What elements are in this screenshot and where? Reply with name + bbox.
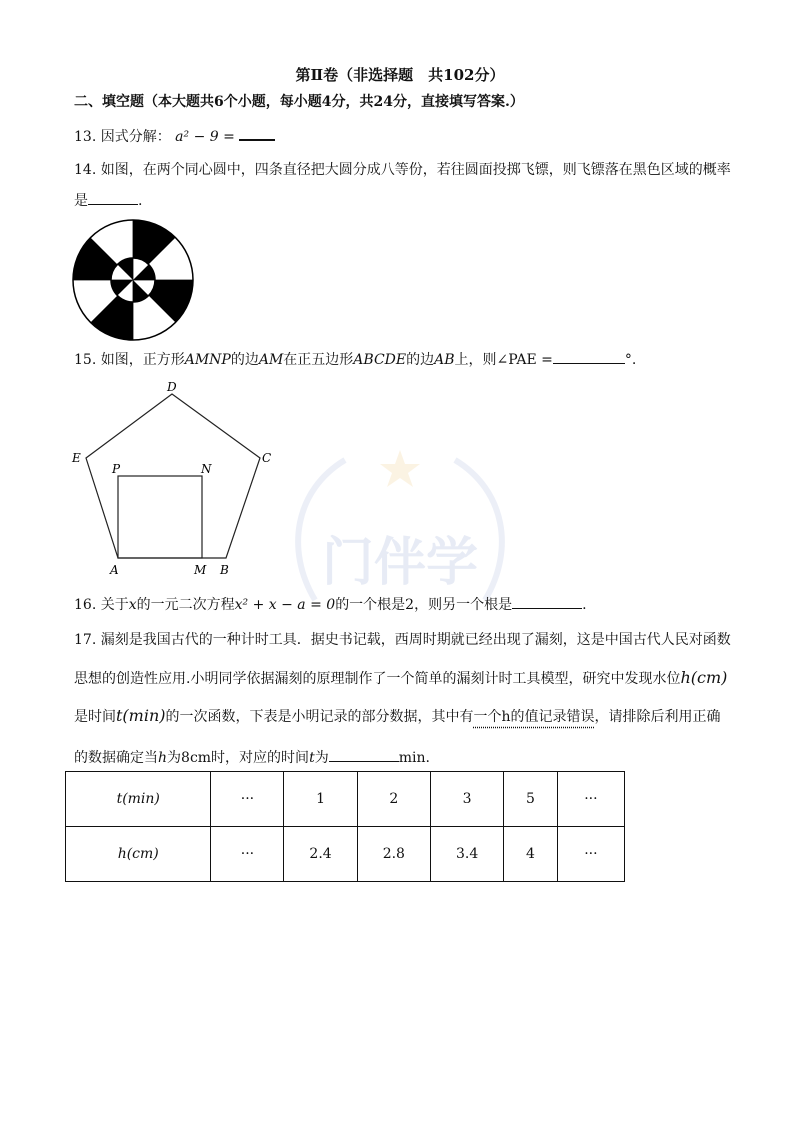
q17-answer-blank [329,747,399,762]
table-cell: ··· [557,772,624,827]
label-E: E [72,451,81,465]
table-cell: 4 [504,827,558,882]
q16-answer-blank [512,594,582,609]
q14-answer-blank [88,190,138,205]
table-row-t [66,772,625,827]
question-17-line2: 思想的创造性应用.小明同学依据漏刻的原理制作了一个简单的漏刻计时工具模型，研究中发现水位h(cm) [74,668,728,687]
label-A: A [110,563,119,577]
q13-answer-blank [239,125,275,141]
q14-text: 如图，在两个同心圆中，四条直径把大圆分成八等份，若往圆面投掷飞镖，则飞镖落在黑色区域的概率 [100,162,731,178]
question-13 [74,125,275,147]
table-cell: 2.4 [284,827,357,882]
question-14-line2: 是 . [74,190,142,211]
pentagon-square-figure [66,378,286,578]
q14-number: 14. [74,162,97,178]
watermark-text: 门伴学 [321,533,479,593]
q13-expression: a² − 9 = [175,129,235,145]
label-P: P [112,462,121,476]
q13-number: 13. [74,129,97,145]
table-cell: ··· [211,827,284,882]
table-cell: 5 [504,772,558,827]
q14-text2: 是 [74,193,88,209]
data-table [65,771,625,882]
q15-answer-blank [553,349,625,364]
section-title: 第Ⅱ卷（非选择题 共102分） [295,66,505,84]
concentric-circles-figure [70,218,196,342]
table-cell: h(cm) [66,827,211,882]
table-cell: 1 [284,772,357,827]
table-cell: t(min) [66,772,211,827]
question-15: 15. 如图，正方形AMNP的边AM在正五边形ABCDE的边AB上，则∠PAE = °. [74,349,636,370]
q13-text: 因式分解： [100,129,171,145]
question-14 [74,160,731,180]
label-C: C [262,451,272,465]
label-N: N [201,462,212,476]
table-cell: 3 [430,772,503,827]
table-cell: 2 [357,772,430,827]
label-M: M [194,563,207,577]
label-B: B [220,563,229,577]
label-D: D [167,380,177,394]
question-17-line1: 17. 漏刻是我国古代的一种计时工具．据史书记载，西周时期就已经出现了漏刻，这是中国古代人民对函数 [74,632,731,648]
table-cell: ··· [557,827,624,882]
table-cell: ··· [211,772,284,827]
square [118,476,202,558]
question-17-line4: 的数据确定当h为8cm时，对应的时间t为 min. [74,747,430,768]
question-17-line3: 是时间t(min)的一次函数，下表是小明记录的部分数据，其中有一个h的值记录错误，请排除后利用正确 [74,706,721,725]
table-cell: 3.4 [430,827,503,882]
part-heading: 二、填空题（本大题共6个小题，每小题4分，共24分，直接填写答案.） [74,94,524,110]
table-row-h [66,827,625,882]
question-16: 16. 关于x的一元二次方程x² + x − a = 0的一个根是2，则另一个根是 . [74,594,587,615]
table-cell: 2.8 [357,827,430,882]
emphasis-error-note: 一个h的值记录错误 [473,709,595,725]
